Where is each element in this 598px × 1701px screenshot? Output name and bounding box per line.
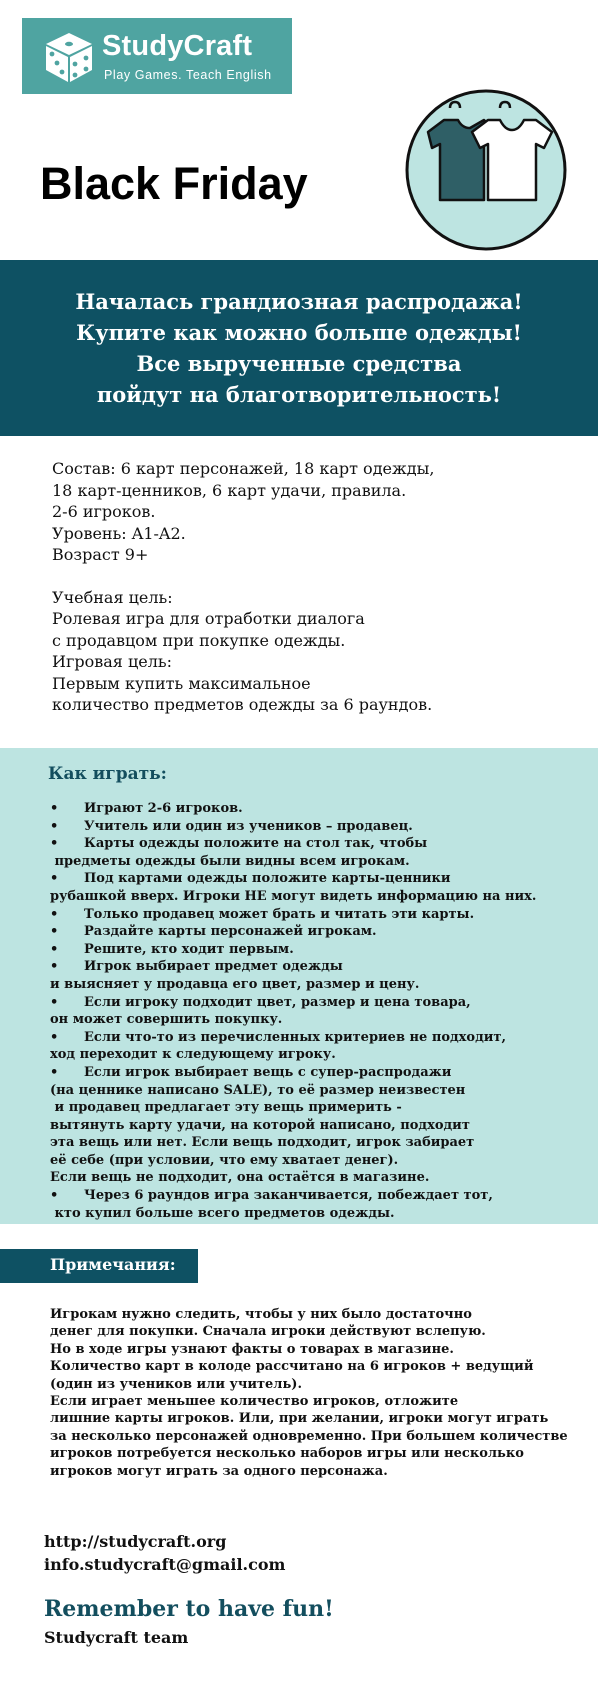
list-item [50,906,590,924]
notes-line: Игрокам нужно следить, чтобы у них было достаточно [50,1307,472,1322]
list-item [50,1064,590,1187]
list-item-line [50,1117,590,1135]
announcement-banner [0,260,598,436]
bullet-icon: • [50,941,59,957]
list-item-text: ход переходит к следующему игроку. [50,1047,336,1063]
list-item-line [50,994,590,1012]
list-item [50,818,590,836]
list-item-text: Если игроку подходит цвет, размер и цена товара, [84,994,471,1010]
list-item-line [50,1152,590,1170]
list-item-text: Учитель или один из учеников – продавец. [84,818,413,834]
studycraft-logo [22,18,292,94]
info-line: Ролевая игра для отработки диалога [52,609,365,628]
list-item [50,835,590,870]
list-item [50,994,590,1029]
list-item-line [50,1046,590,1064]
banner-line: Началась грандиозная распродажа! [75,289,523,314]
info-line: 2-6 игроков. [52,502,156,521]
list-item-line [50,800,590,818]
notes-line: игроков потребуется несколько наборов игры или несколько [50,1446,524,1462]
list-item-text: кто купил больше всего предметов одежды. [50,1205,395,1221]
info-line: количество предметов одежды за 6 раундов. [52,695,433,714]
fun-slogan: Remember to have fun! [44,1596,334,1622]
bullet-icon: • [50,959,59,975]
list-item-text: (на ценнике написано SALE), то её размер неизвестен [50,1082,466,1098]
bullet-icon: • [50,871,59,887]
list-item [50,941,590,959]
list-item-line [50,1082,590,1100]
list-item-text: он может совершить покупку. [50,1012,283,1028]
bullet-icon: • [50,994,59,1010]
list-item-line [50,870,590,888]
notes-line: Но в ходе игры узнают факты о товарах в магазине. [50,1341,454,1357]
bullet-icon: • [50,818,59,834]
bullet-icon: • [50,801,59,816]
how-to-play-title: Как играть: [48,764,167,784]
list-item-text: её себе (при условии, что ему хватает денег). [50,1152,399,1168]
game-info [52,458,582,716]
email-link[interactable]: info.studycraft@gmail.com [44,1555,286,1574]
notes-line: Если играет меньшее количество игроков, отложите [50,1394,459,1410]
how-to-play-list [50,800,590,1222]
list-item [50,1029,590,1064]
bullet-icon: • [50,1064,59,1080]
bullet-icon: • [50,1188,59,1204]
info-line: с продавцом при покупке одежды. [52,630,346,650]
list-item-line [50,1169,590,1187]
logo-tagline: Play Games. Teach English [104,68,272,82]
bullet-icon: • [50,836,59,852]
bullet-icon: • [50,924,59,940]
list-item-text: эта вещь или нет. Если вещь подходит, игрок забирает [50,1135,475,1151]
list-item-text: Раздайте карты персонажей игрокам. [84,924,377,940]
list-item [50,870,590,905]
list-item [50,800,590,818]
info-line: Первым купить максимальное [52,673,311,693]
list-item-line [50,1187,590,1205]
list-item-text: Карты одежды положите на стол так, чтобы [84,836,428,852]
list-item-text: и выясняет у продавца его цвет, размер и цену. [50,976,420,992]
notes-title: Примечания: [50,1255,176,1274]
notes-line: денег для покупки. Сначала игроки действуют вслепую. [50,1324,486,1340]
info-line: Возраст 9+ [52,545,149,564]
dice-icon [42,30,96,84]
notes-line: лишние карты игроков. Или, при желании, игроки могут играть [50,1411,549,1427]
banner-line: Все вырученные средства [136,351,462,376]
t-shirts-on-hangers-icon [404,88,568,252]
list-item-text: Решите, кто ходит первым. [84,941,294,957]
logo-name: StudyCraft [102,30,253,62]
how-to-play-section [0,748,598,1224]
list-item-text: Если что-то из перечисленных критериев не подходит, [84,1029,506,1045]
list-item-text: Играют 2-6 игроков. [84,801,243,816]
spacer [52,566,582,587]
team-signature: Studycraft team [44,1628,189,1647]
page-title: Black Friday [40,158,308,209]
list-item-line [50,1134,590,1152]
list-item-line [50,1205,590,1223]
notes-line: за несколько персонажей одновременно. При большем количестве [50,1428,568,1444]
list-item-text: вытянуть карту удачи, на которой написано, подходит [50,1117,470,1133]
list-item-line [50,923,590,941]
list-item-text: Только продавец может брать и читать эти карты. [84,906,475,922]
list-item-text: рубашкой вверх. Игроки НЕ могут видеть информацию на них. [50,888,537,904]
info-line: 18 карт-ценников, 6 карт удачи, правила. [52,480,407,500]
list-item-line [50,818,590,836]
bullet-icon: • [50,1029,59,1045]
banner-line: Купите как можно больше одежды! [76,320,522,345]
list-item-text: Под картами одежды положите карты-ценники [84,871,451,887]
list-item-text: и продавец предлагает эту вещь примерить - [50,1100,402,1116]
list-item-line [50,906,590,924]
list-item [50,1187,590,1222]
website-link[interactable]: http://studycraft.org [44,1532,227,1551]
list-item-line [50,976,590,994]
contact-info [44,1530,285,1576]
list-item-line [50,1011,590,1029]
list-item [50,958,590,993]
list-item-line [50,853,590,871]
list-item-text: Игрок выбирает предмет одежды [84,959,343,975]
list-item-text: предметы одежды были видны всем игрокам. [50,853,410,869]
list-item-line [50,941,590,959]
list-item-line [50,1099,590,1117]
notes-line: игроков могут играть за одного персонажа. [50,1463,388,1479]
notes-line: Количество карт в колоде рассчитано на 6 игроков + ведущий [50,1359,534,1375]
list-item-text: Если игрок выбирает вещь с супер-распродажи [84,1064,452,1080]
list-item-line [50,1064,590,1082]
list-item-line [50,888,590,906]
info-line: Состав: 6 карт персонажей, 18 карт одежды, [52,459,435,478]
info-line: Учебная цель: [52,587,173,607]
list-item-text: Если вещь не подходит, она остаётся в магазине. [50,1170,430,1186]
list-item-line [50,1029,590,1047]
list-item-text: Через 6 раундов игра заканчивается, побеждает тот, [84,1188,493,1204]
info-line: Игровая цель: [52,652,172,671]
notes-body [50,1306,590,1480]
list-item-line [50,958,590,976]
info-line: Уровень: A1-A2. [52,523,186,543]
bullet-icon: • [50,906,59,922]
banner-line: пойдут на благотворительность! [96,382,502,407]
list-item-line [50,835,590,853]
notes-header-bar [0,1249,198,1283]
notes-line: (один из учеников или учитель). [50,1376,302,1392]
list-item [50,923,590,941]
